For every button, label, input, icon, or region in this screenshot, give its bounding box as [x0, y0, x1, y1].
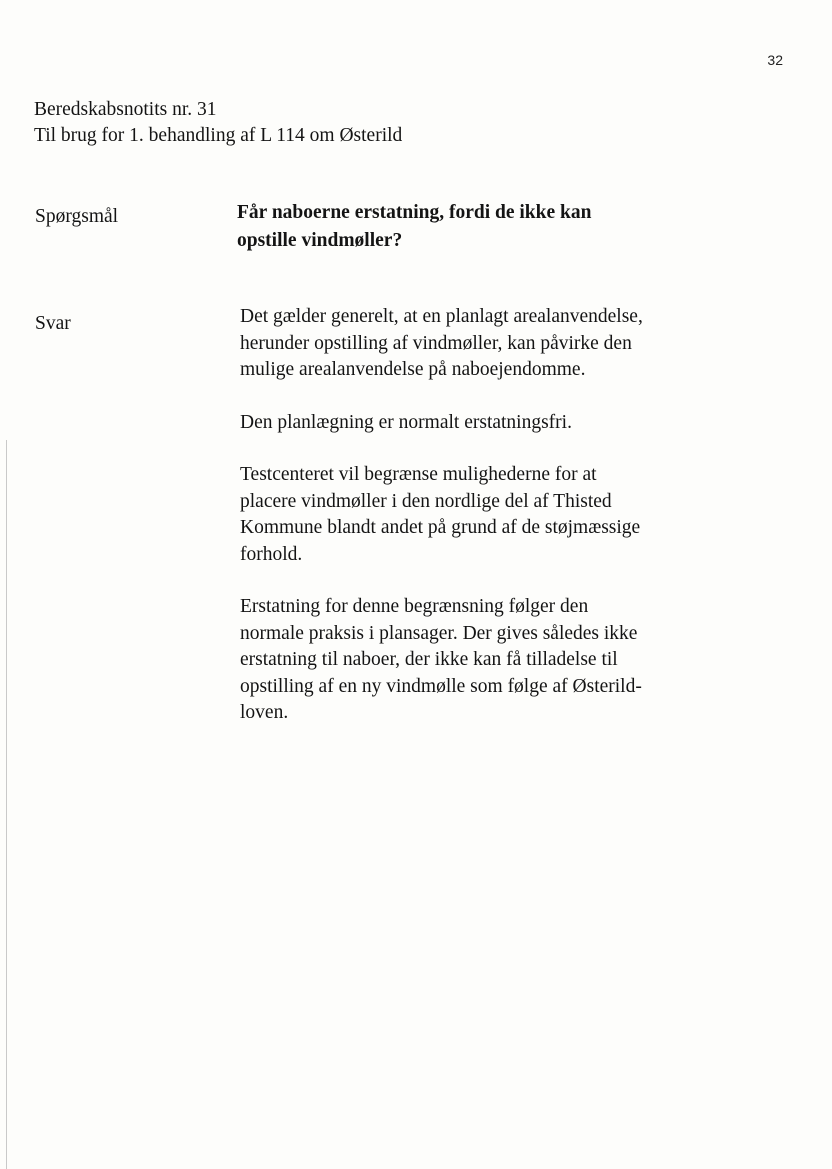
answer-line: Det gælder generelt, at en planlagt arealanvendelse,: [240, 306, 643, 327]
answer-text: [240, 304, 720, 753]
answer-line: placere vindmøller i den nordlige del af Thisted: [240, 490, 612, 512]
answer-line: erstatning til naboer, der ikke kan få tilladelse til: [240, 649, 618, 670]
answer-line: forhold.: [240, 543, 303, 565]
answer-line: normale praksis i plansager. Der gives således ikke: [240, 622, 638, 644]
answer-label: Svar: [35, 313, 71, 334]
answer-line: herunder opstilling af vindmøller, kan påvirke den: [240, 332, 632, 354]
answer-paragraph-4: [240, 594, 720, 727]
page-edge-line: [6, 440, 7, 1169]
answer-line: loven.: [240, 702, 289, 723]
question-line: opstille vindmøller?: [237, 230, 403, 251]
header-line-2: Til brug for 1. behandling af L 114 om Østerild: [34, 125, 403, 146]
answer-line: opstilling af en ny vindmølle som følge af Østerild-: [240, 675, 642, 697]
answer-line: Den planlægning er normalt erstatningsfri.: [240, 411, 572, 433]
document-header: [34, 97, 402, 149]
answer-paragraph-2: [240, 410, 720, 437]
question-line: Får naboerne erstatning, fordi de ikke kan: [237, 202, 592, 223]
question-label: Spørgsmål: [35, 206, 119, 227]
answer-line: mulige arealanvendelse på naboejendomme.: [240, 359, 586, 380]
answer-line: Testcenteret vil begrænse mulighederne for at: [240, 464, 597, 485]
page-number: 32: [767, 52, 783, 68]
answer-line: Kommune blandt andet på grund af de støjmæssige: [240, 517, 641, 538]
answer-line: Erstatning for denne begrænsning følger den: [240, 596, 589, 617]
answer-paragraph-3: [240, 462, 720, 568]
question-text: [237, 199, 707, 255]
answer-paragraph-1: [240, 304, 720, 384]
header-line-1: Beredskabsnotits nr. 31: [34, 99, 217, 120]
